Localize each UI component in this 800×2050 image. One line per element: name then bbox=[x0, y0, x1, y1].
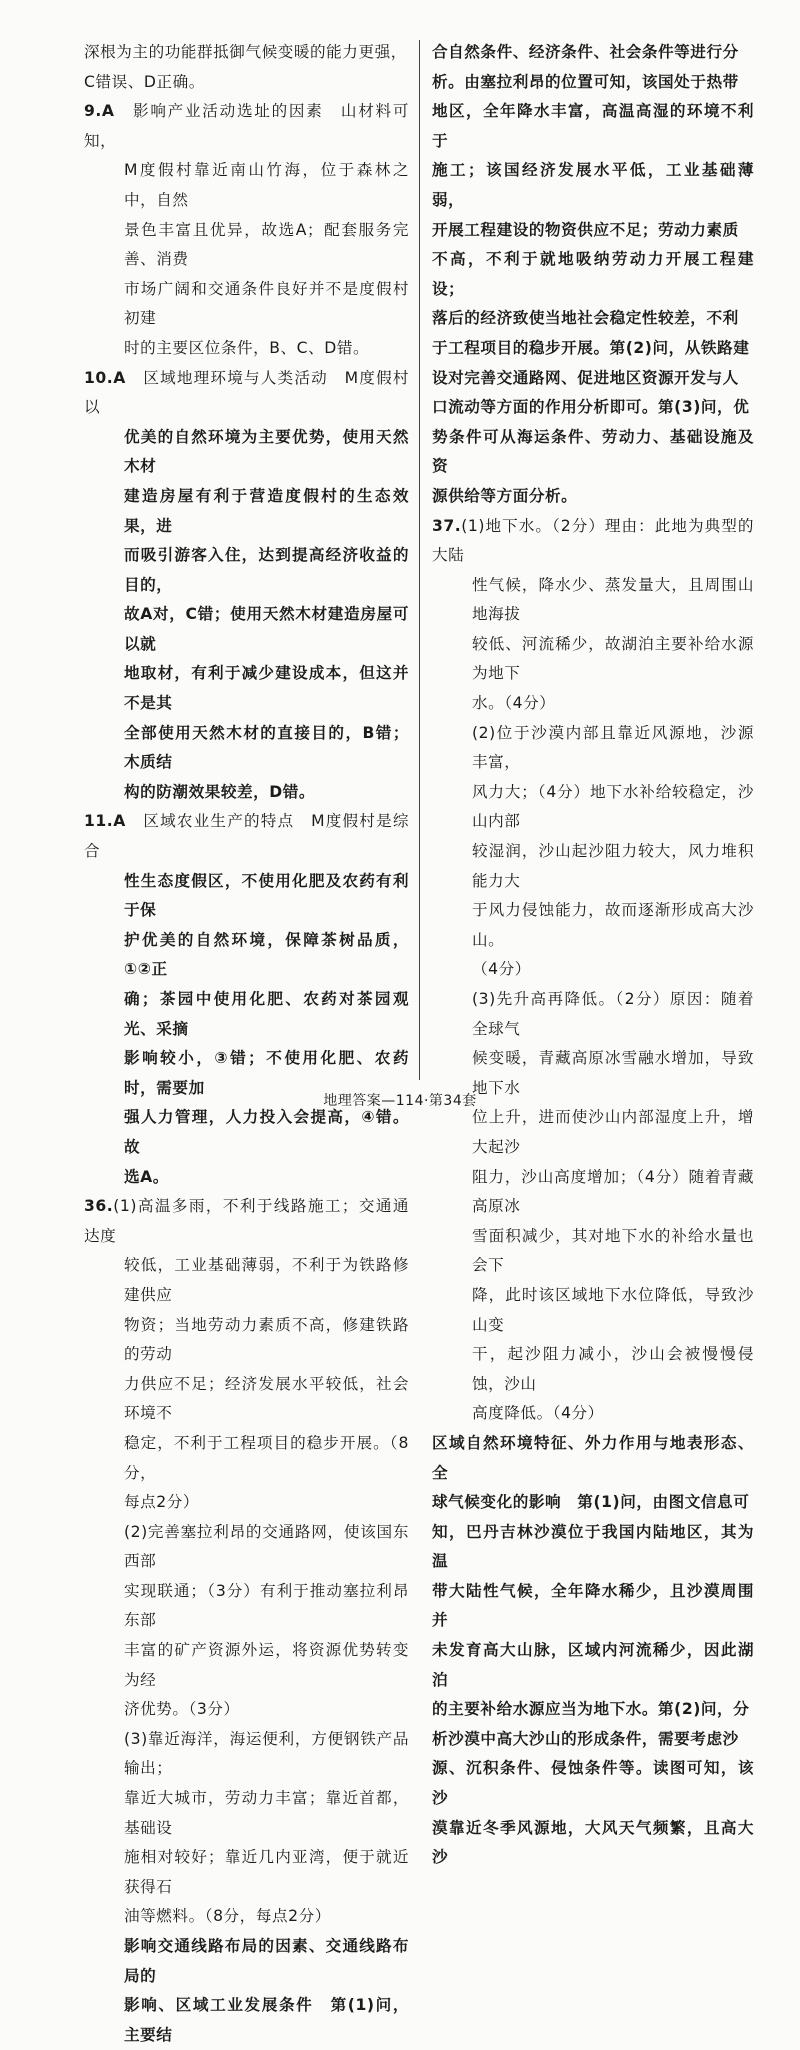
text-line: (2)完善塞拉利昂的交通路网，使该国东西部 bbox=[124, 1522, 409, 1571]
answer-37 bbox=[432, 512, 754, 1873]
text-line: 构的防潮效果较差，D错。 bbox=[124, 782, 316, 801]
text-line: (3)靠近海洋，海运便利，方便钢铁产品输出； bbox=[124, 1729, 409, 1778]
text-line: 区域农业生产的特点 M度假村是综合 bbox=[84, 812, 409, 861]
text-line: 靠近大城市，劳动力丰富；靠近首都，基础设 bbox=[124, 1789, 409, 1837]
text-line: 地区，全年降水丰富，高温高湿的环境不利于 bbox=[432, 102, 754, 150]
answer-9 bbox=[84, 97, 409, 363]
text-line: 高度降低。（4分） bbox=[472, 1404, 604, 1423]
question-number: 10.A bbox=[84, 368, 126, 387]
text-line: 较湿润，沙山起沙阻力较大，风力堆积能力大 bbox=[472, 842, 754, 890]
text-line: 合自然条件、经济条件、社会条件等进行分 bbox=[432, 43, 739, 61]
text-line: 源供给等方面分析。 bbox=[432, 486, 578, 505]
text-line: 析。由塞拉利昂的位置可知，该国处于热带 bbox=[432, 72, 739, 91]
text-line: 优美的自然环境为主要优势，使用天然木材 bbox=[124, 427, 409, 476]
text-line: 析沙漠中高大沙山的形成条件，需要考虑沙 bbox=[432, 1729, 739, 1748]
text-line: 稳定，不利于工程项目的稳步开展。（8分， bbox=[124, 1433, 409, 1482]
text-line: 时的主要区位条件，B、C、D错。 bbox=[124, 338, 370, 357]
text-line: 候变暖，青藏高原冰雪融水增加，导致地下水 bbox=[472, 1049, 754, 1097]
text-line: 于工程项目的稳步开展。第(2)问，从铁路建 bbox=[432, 338, 750, 357]
answer-36-continued bbox=[432, 38, 754, 512]
text-line: 知，巴丹吉林沙漠位于我国内陆地区，其为温 bbox=[432, 1522, 754, 1571]
text-line: 性气候，降水少、蒸发量大，且周围山地海拔 bbox=[472, 575, 754, 624]
text-line: 球气候变化的影响 第(1)问，由图文信息可 bbox=[432, 1493, 750, 1512]
right-column bbox=[432, 38, 754, 1867]
text-line: 雪面积减少，其对地下水的补给水量也会下 bbox=[472, 1226, 754, 1275]
page-footer: 地理答案—114·第34套 bbox=[323, 1093, 477, 1109]
question-number: 11.A bbox=[84, 812, 126, 831]
text-line: 力供应不足；经济发展水平较低，社会环境不 bbox=[124, 1374, 409, 1423]
text-line: 较低，工业基础薄弱，不利于为铁路修建供应 bbox=[124, 1256, 409, 1304]
text-line: 丰富的矿产资源外运，将资源优势转变为经 bbox=[124, 1641, 409, 1689]
text-line: 设对完善交通路网、促进地区资源开发与人 bbox=[432, 368, 739, 387]
text-line: 实现联通；（3分）有利于推动塞拉利昂东部 bbox=[124, 1581, 409, 1630]
text-line: 深根为主的功能群抵御气候变暖的能力更强， bbox=[84, 43, 407, 61]
text-line: 带大陆性气候，全年降水稀少，且沙漠周围并 bbox=[432, 1581, 754, 1630]
text-line: 开展工程建设的物资供应不足；劳动力素质 bbox=[432, 220, 739, 239]
text-line: 性生态度假区，不使用化肥及农药有利于保 bbox=[124, 871, 409, 920]
text-line: 施工；该国经济发展水平低，工业基础薄弱， bbox=[432, 161, 754, 209]
text-line: (3)先升高再降低。（2分）原因：随着全球气 bbox=[472, 990, 754, 1038]
text-line: 口流动等方面的作用分析即可。第(3)问，优 bbox=[432, 398, 750, 417]
text-line: 干，起沙阻力减小，沙山会被慢慢侵蚀，沙山 bbox=[472, 1345, 754, 1393]
text-line: (2)位于沙漠内部且靠近风源地，沙源丰富， bbox=[472, 723, 754, 772]
text-line: M度假村靠近南山竹海，位于森林之中，自然 bbox=[124, 161, 409, 209]
text-line: 漠靠近冬季风源地，大风天气频繁，且高大沙 bbox=[432, 1818, 754, 1867]
text-line: 景色丰富且优异，故选A；配套服务完善、消费 bbox=[124, 220, 409, 269]
text-line: 位上升，进而使沙山内部湿度上升，增大起沙 bbox=[472, 1108, 754, 1156]
text-line: 建造房屋有利于营造度假村的生态效果，进 bbox=[124, 486, 409, 535]
text-line: 源、沉积条件、侵蚀条件等。读图可知，该沙 bbox=[432, 1759, 754, 1808]
text-line: 阻力，沙山高度增加；（4分）随着青藏高原冰 bbox=[472, 1167, 754, 1216]
text-line: 选A。 bbox=[124, 1167, 169, 1186]
text-line: 较低、河流稀少，故湖泊主要补给水源为地下 bbox=[472, 634, 754, 683]
text-line: 水。（4分） bbox=[472, 694, 556, 713]
answer-10 bbox=[84, 364, 409, 808]
text-line: 势条件可从海运条件、劳动力、基础设施及资 bbox=[432, 427, 754, 476]
text-line: 影响产业活动选址的因素 山材料可知， bbox=[84, 102, 409, 150]
text-line: 强人力管理，人力投入会提高，④错。故 bbox=[124, 1108, 409, 1156]
text-line: 施相对较好；靠近几内亚湾，便于就近获得石 bbox=[124, 1848, 409, 1896]
text-line: 每点2分） bbox=[124, 1493, 200, 1512]
text-line: 护优美的自然环境，保障茶树品质，①②正 bbox=[124, 930, 409, 979]
text-line: 风力大；（4分）地下水补给较稳定，沙山内部 bbox=[472, 782, 754, 831]
text-line: 济优势。（3分） bbox=[124, 1700, 240, 1719]
text-line: 的主要补给水源应当为地下水。第(2)问，分 bbox=[432, 1700, 750, 1719]
text-line: (1)地下水。（2分）理由：此地为典型的大陆 bbox=[432, 516, 754, 565]
text-line: 未发育高大山脉，区域内河流稀少，因此湖泊 bbox=[432, 1641, 754, 1689]
answer-11 bbox=[84, 807, 409, 1192]
question-number: 37. bbox=[432, 516, 462, 535]
text-line: 影响、区域工业发展条件 第(1)问，主要结 bbox=[124, 1996, 409, 2044]
text-line: 区域地理环境与人类活动 M度假村以 bbox=[84, 368, 409, 417]
text-line: 而吸引游客入住，达到提高经济收益的目的， bbox=[124, 546, 409, 594]
text-line: 于风力侵蚀能力，故而逐渐形成高大沙山。 bbox=[472, 901, 754, 949]
column-divider bbox=[419, 40, 420, 1080]
text-line: 影响较小，③错；不使用化肥、农药时，需要加 bbox=[124, 1049, 409, 1097]
text-line: 全部使用天然木材的直接目的，B错；木质结 bbox=[124, 723, 409, 772]
text-line: 故A对，C错；使用天然木材建造房屋可以就 bbox=[124, 605, 409, 653]
text-line: 不高，不利于就地吸纳劳动力开展工程建设； bbox=[432, 250, 754, 298]
text-line: 确；茶园中使用化肥、农药对茶园观光、采摘 bbox=[124, 990, 409, 1038]
text-line: 落后的经济致使当地社会稳定性较差，不利 bbox=[432, 309, 739, 328]
text-line: 地取材，有利于减少建设成本，但这并不是其 bbox=[124, 664, 409, 713]
question-number: 9.A bbox=[84, 102, 115, 121]
text-line: 降，此时该区域地下水位降低，导致沙山变 bbox=[472, 1285, 754, 1334]
text-line: 油等燃料。（8分，每点2分） bbox=[124, 1907, 331, 1926]
text-line: 影响交通线路布局的因素、交通线路布局的 bbox=[124, 1937, 409, 1985]
text-line: 区域自然环境特征、外力作用与地表形态、全 bbox=[432, 1433, 754, 1482]
text-line: 物资；当地劳动力素质不高，修建铁路的劳动 bbox=[124, 1315, 409, 1364]
text-line: （4分） bbox=[472, 960, 531, 979]
text-line: C错误、D正确。 bbox=[84, 72, 205, 91]
text-line: 市场广阔和交通条件良好并不是度假村初建 bbox=[124, 279, 409, 328]
answer-36 bbox=[84, 1192, 409, 2050]
text-line: (1)高温多雨，不利于线路施工；交通通达度 bbox=[84, 1197, 409, 1245]
question-number: 36. bbox=[84, 1197, 114, 1216]
